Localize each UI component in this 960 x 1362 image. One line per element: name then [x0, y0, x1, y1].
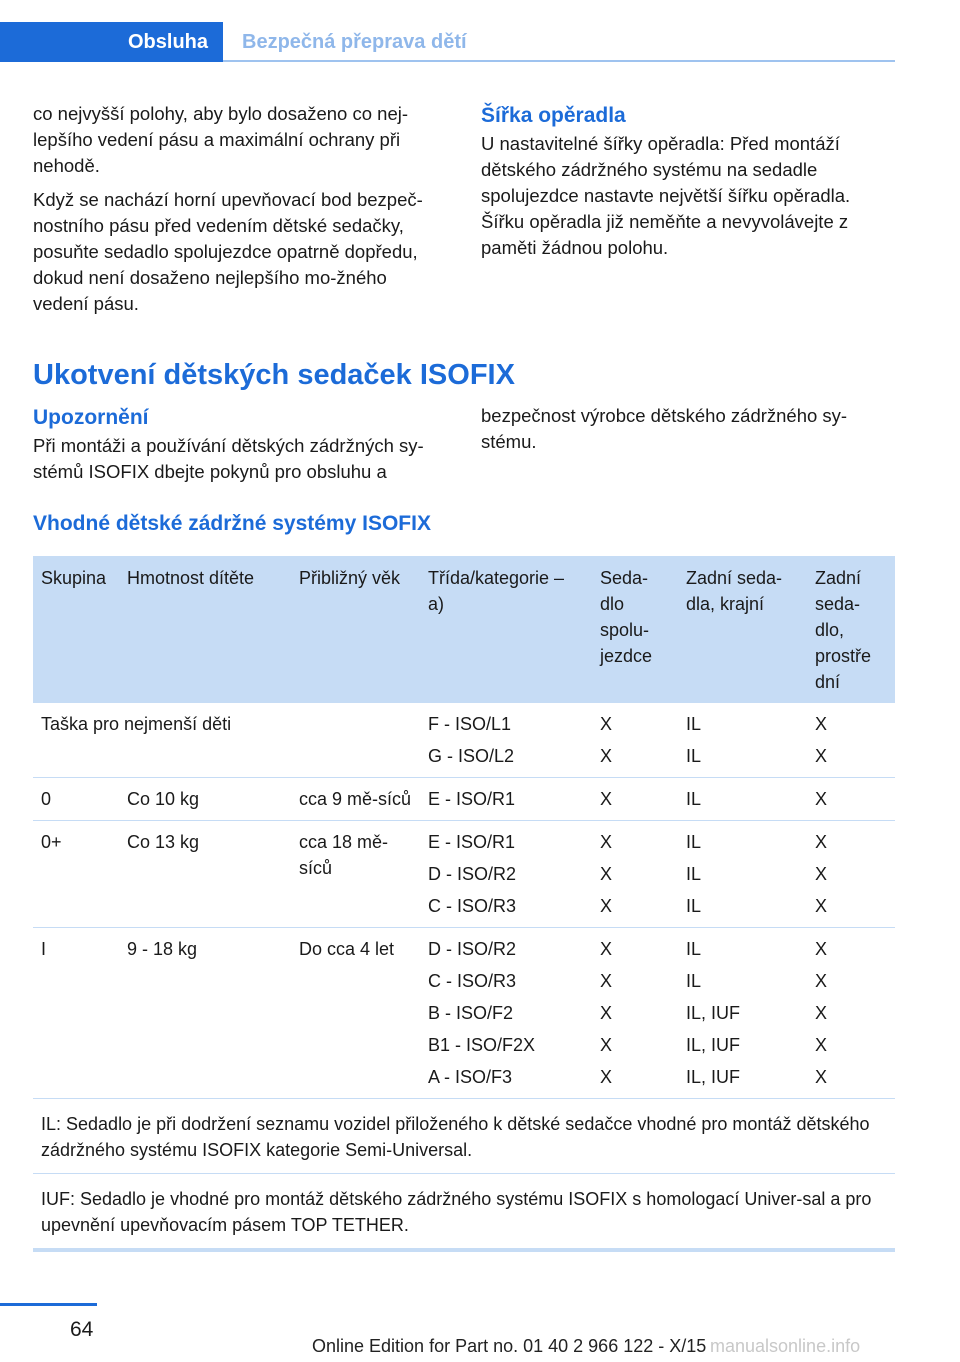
header-cell: Přibližný věk — [291, 556, 420, 703]
page-number: 64 — [70, 1318, 94, 1341]
rear-center-value: X — [815, 1067, 828, 1087]
passenger-value: X — [600, 864, 613, 884]
class-value: A - ISO/F3 — [428, 1067, 513, 1087]
rear-outer-value: IL — [686, 939, 702, 959]
header-cell: Třída/kategorie – a) — [420, 556, 592, 703]
class-value: B1 - ISO/F2X — [428, 1035, 536, 1055]
header-cell: Seda‐dlo spolu‐jezdce — [592, 556, 678, 703]
class-value: E - ISO/R1 — [428, 832, 516, 852]
class-value: F - ISO/L1 — [428, 714, 512, 734]
age-cell: Do cca 4 let — [291, 928, 420, 1099]
table-row — [33, 703, 895, 778]
watermark-text: manualsonline.info — [710, 1336, 861, 1356]
group-cell: I — [33, 928, 119, 1099]
note-il: IL: Sedadlo je při dodržení seznamu vozidel přiloženého k dětské sedačce vhodné pro montáž dětského zádržného systému ISOFIX kategorie Semi-Universal. — [33, 1099, 895, 1174]
passenger-value: X — [600, 746, 613, 766]
rear-outer-value: IL, IUF — [686, 1003, 741, 1023]
header-cell: Skupina — [33, 556, 119, 703]
class-cell — [420, 703, 592, 778]
rear-center-cell — [807, 703, 895, 778]
left-column — [33, 101, 445, 325]
passenger-value: X — [600, 1003, 613, 1023]
rear-outer-cell — [678, 778, 807, 821]
backrest-width-heading: Šířka opěradla — [481, 104, 626, 127]
class-value: G - ISO/L2 — [428, 746, 515, 766]
rear-center-value: X — [815, 971, 828, 991]
header-divider — [223, 60, 895, 62]
table-header-row — [33, 556, 895, 703]
rear-outer-value: IL — [686, 832, 702, 852]
class-value: D - ISO/R2 — [428, 864, 517, 884]
header-cell: Hmotnost dítěte — [119, 556, 291, 703]
passenger-cell — [592, 703, 678, 778]
rear-center-value: X — [815, 1035, 828, 1055]
warning-heading: Upozornění — [33, 406, 149, 429]
rear-center-value: X — [815, 939, 828, 959]
table-row — [33, 821, 895, 928]
weight-cell: Co 10 kg — [119, 778, 291, 821]
rear-center-cell — [807, 778, 895, 821]
paragraph: U nastavitelné šířky opěradla: Před montáží dětského zádržného systému na sedadle spolujezdce nastavte největší šířku opěradla. Šířku opěradla již neměňte a nevyvolávejte z paměti žádnou polohu. — [481, 133, 851, 258]
passenger-value: X — [600, 714, 613, 734]
footer-accent-line — [0, 1303, 97, 1306]
rear-outer-value: IL — [686, 746, 702, 766]
warning-text: bezpečnost výrobce dětského zádržného sy‐stému. — [481, 405, 848, 452]
passenger-value: X — [600, 1035, 613, 1055]
passenger-value: X — [600, 1067, 613, 1087]
chapter-tab[interactable]: Obsluha — [0, 22, 223, 62]
class-value: B - ISO/F2 — [428, 1003, 514, 1023]
rear-center-value: X — [815, 789, 828, 809]
rear-outer-value: IL — [686, 864, 702, 884]
table-row — [33, 778, 895, 821]
section-title: Ukotvení dětských sedaček ISOFIX — [33, 359, 515, 391]
warning-text: Při montáži a používání dětských zádržných sy‐stémů ISOFIX dbejte pokynů pro obsluhu a — [33, 435, 424, 482]
rear-center-value: X — [815, 864, 828, 884]
isofix-table — [33, 556, 895, 1252]
right-column — [481, 101, 893, 269]
passenger-value: X — [600, 896, 613, 916]
age-cell: cca 9 mě‐síců — [291, 778, 420, 821]
class-value: E - ISO/R1 — [428, 789, 516, 809]
passenger-cell — [592, 928, 678, 1099]
passenger-value: X — [600, 939, 613, 959]
rear-center-value: X — [815, 1003, 828, 1023]
breadcrumb[interactable]: Bezpečná přeprava dětí — [242, 31, 467, 53]
table-heading: Vhodné dětské zádržné systémy ISOFIX — [33, 512, 431, 535]
class-cell — [420, 928, 592, 1099]
rear-outer-cell — [678, 821, 807, 928]
group-cell: 0+ — [33, 821, 119, 928]
rear-outer-value: IL, IUF — [686, 1035, 741, 1055]
warning-continuation — [481, 403, 893, 463]
table-note-row — [33, 1099, 895, 1174]
passenger-value: X — [600, 789, 613, 809]
passenger-value: X — [600, 971, 613, 991]
group-cell: Taška pro nejmenší děti — [33, 703, 420, 778]
top-header — [0, 22, 895, 62]
group-cell: 0 — [33, 778, 119, 821]
note-iuf: IUF: Sedadlo je vhodné pro montáž dětského zádržného systému ISOFIX s homologací Univer‐sal a pro upevnění upevňovacím pásem TOP TETHER. — [33, 1174, 895, 1251]
warning-block — [33, 403, 453, 493]
paragraph: Když se nachází horní upevňovací bod bezpeč‐nostního pásu před vedením dětské sedačky, posuňte sedadlo spolujezdce opatrně dopředu, dokud není dosaženo nejlepšího mo‐žného vedení pásu. — [33, 189, 423, 314]
weight-cell: Co 13 kg — [119, 821, 291, 928]
rear-center-value: X — [815, 714, 828, 734]
class-value: C - ISO/R3 — [428, 896, 517, 916]
table-row — [33, 928, 895, 1099]
class-value: C - ISO/R3 — [428, 971, 517, 991]
passenger-cell — [592, 778, 678, 821]
rear-outer-value: IL — [686, 896, 702, 916]
class-value: D - ISO/R2 — [428, 939, 517, 959]
rear-center-value: X — [815, 746, 828, 766]
weight-cell: 9 - 18 kg — [119, 928, 291, 1099]
rear-center-value: X — [815, 896, 828, 916]
paragraph: co nejvyšší polohy, aby bylo dosaženo co nej‐lepšího vedení pásu a maximální ochrany při nehodě. — [33, 103, 409, 176]
header-cell: Zadní seda‐dla, krajní — [678, 556, 807, 703]
rear-outer-value: IL — [686, 789, 702, 809]
edition-text: Online Edition for Part no. 01 40 2 966 122 - X/15 — [312, 1336, 707, 1356]
rear-center-cell — [807, 821, 895, 928]
rear-outer-cell — [678, 703, 807, 778]
class-cell — [420, 778, 592, 821]
table-note-row — [33, 1174, 895, 1251]
rear-center-value: X — [815, 832, 828, 852]
rear-outer-cell — [678, 928, 807, 1099]
header-cell: Zadní seda‐dlo, prostře dní — [807, 556, 895, 703]
rear-outer-value: IL — [686, 971, 702, 991]
rear-center-cell — [807, 928, 895, 1099]
rear-outer-value: IL — [686, 714, 702, 734]
rear-outer-value: IL, IUF — [686, 1067, 741, 1087]
passenger-cell — [592, 821, 678, 928]
age-cell: cca 18 mě‐síců — [291, 821, 420, 928]
passenger-value: X — [600, 832, 613, 852]
class-cell — [420, 821, 592, 928]
